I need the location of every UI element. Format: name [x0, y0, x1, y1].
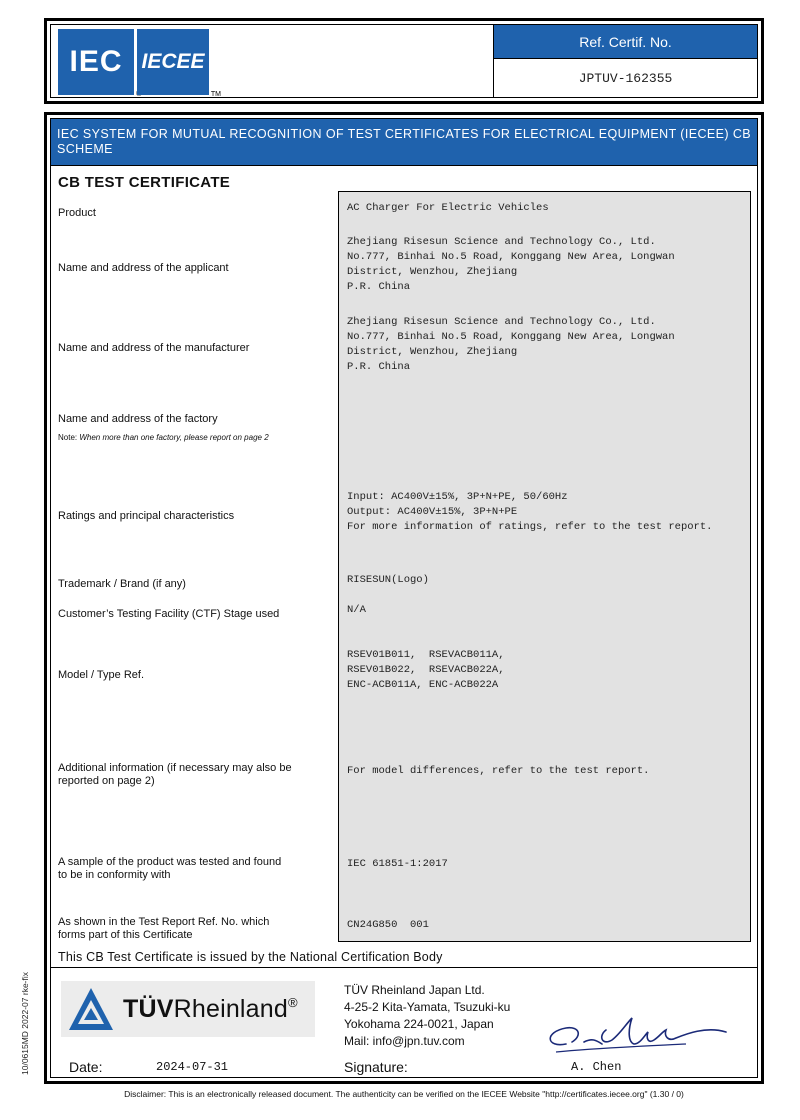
date-value: 2024-07-31: [156, 1060, 229, 1074]
iecee-logo: [137, 29, 221, 98]
ncb-address-line: TÜV Rheinland Japan Ltd.: [344, 983, 485, 997]
ctf-label: Customer’s Testing Facility (CTF) Stage used: [58, 608, 280, 620]
ncb-address-line: Yokohama 224-0021, Japan: [344, 1017, 494, 1031]
handwritten-signature: [536, 1014, 736, 1064]
manufacturer-label: Name and address of the manufacturer: [58, 342, 250, 354]
divider: [51, 967, 757, 968]
tuv-logo-word: [123, 995, 298, 1024]
ref-certif-label: Ref. Certif. No.: [494, 25, 757, 59]
product-label: Product: [58, 207, 96, 219]
product-value: AC Charger For Electric Vehicles: [347, 202, 549, 214]
factory-note-prefix: Note:: [58, 433, 80, 442]
tuv-triangle-icon: [67, 986, 115, 1032]
tuv-logo-bold: TÜV: [123, 994, 174, 1023]
factory-label: Name and address of the factory: [58, 413, 218, 425]
ratings-label: Ratings and principal characteristics: [58, 510, 235, 522]
iecee-logo-text: IECEE: [141, 50, 205, 73]
header-inner: [50, 24, 758, 98]
ctf-value: N/A: [347, 604, 366, 616]
ncb-email: Mail: info@jpn.tuv.com: [344, 1034, 465, 1048]
test-report-number: CN24G850 001: [347, 919, 429, 931]
ratings-value: Input: AC400V±15%, 3P+N+PE, 50/60Hz Output: AC400V±15%, 3P+N+PE For more information of ratings, refer to the test report.: [347, 491, 713, 533]
tuv-logo-reg: ®: [288, 994, 298, 1010]
issued-by-statement: This CB Test Certificate is issued by the National Certification Body: [58, 950, 443, 964]
ref-area: [494, 25, 757, 97]
values-panel: [338, 191, 751, 942]
iecee-system-band: IEC SYSTEM FOR MUTUAL RECOGNITION OF TEST CERTIFICATES FOR ELECTRICAL EQUIPMENT (IECEE) CB SCHEME: [51, 119, 757, 166]
disclaimer: Disclaimer: This is an electronically released document. The authenticity can be verified on the IECEE Website "http://certificates.iecee.org" (1.30 / 0): [124, 1089, 684, 1099]
certificate-title: CB TEST CERTIFICATE: [58, 174, 231, 191]
sample-standard-value: IEC 61851-1:2017: [347, 858, 448, 870]
signatory-name: A. Chen: [571, 1060, 622, 1074]
logo-area: [51, 25, 494, 97]
model-value: RSEV01B011, RSEVACB011A, RSEV01B022, RSEVACB022A, ENC-ACB011A, ENC-ACB022A: [347, 649, 505, 691]
iec-logo-text: IEC: [69, 45, 123, 78]
additional-info-label-line2: reported on page 2): [58, 775, 155, 787]
factory-note: [58, 431, 269, 444]
header-box: [44, 18, 764, 104]
sample-label: [58, 856, 281, 882]
trademark-label: Trademark / Brand (if any): [58, 578, 186, 590]
iecee-tm-mark: TM: [210, 91, 221, 98]
manufacturer-value: Zhejiang Risesun Science and Technology Co., Ltd. No.777, Binhai No.5 Road, Konggang New Area, Longwan District, Wenzhou, Zhejiang P.R. China: [347, 316, 675, 373]
signature-label: Signature:: [344, 1059, 408, 1075]
certificate-inner: [50, 118, 758, 1078]
additional-info-value: For model differences, refer to the test report.: [347, 765, 650, 777]
additional-info-label-line1: Additional information (if necessary may also be: [58, 762, 292, 774]
trademark-value: RISESUN(Logo): [347, 574, 429, 586]
applicant-value: Zhejiang Risesun Science and Technology Co., Ltd. No.777, Binhai No.5 Road, Konggang New Area, Longwan District, Wenzhou, Zhejiang P.R. China: [347, 236, 675, 293]
tuv-rheinland-logo: [61, 981, 315, 1037]
form-code: 10/0615MD 2022-07 rke-fix: [20, 971, 30, 1075]
sample-label-line1: A sample of the product was tested and found: [58, 856, 282, 868]
ref-certif-number: JPTUV-162355: [578, 70, 673, 86]
report-label: [58, 916, 269, 942]
date-label: Date:: [69, 1059, 103, 1075]
ncb-address: [344, 982, 510, 1050]
tuv-logo-rest: Rheinland: [173, 994, 288, 1023]
sample-label-line2: to be in conformity with: [58, 869, 171, 881]
report-label-line2: forms part of this Certificate: [58, 929, 193, 941]
report-label-line1: As shown in the Test Report Ref. No. which: [58, 916, 270, 928]
certificate-body: [44, 112, 764, 1084]
iec-logo: [58, 29, 134, 95]
applicant-label: Name and address of the applicant: [58, 262, 229, 274]
factory-note-text: When more than one factory, please report on page 2: [79, 433, 269, 442]
model-label: Model / Type Ref.: [58, 669, 145, 681]
additional-info-label: [58, 762, 292, 788]
ncb-address-line: 4-25-2 Kita-Yamata, Tsuzuki-ku: [344, 1000, 511, 1014]
